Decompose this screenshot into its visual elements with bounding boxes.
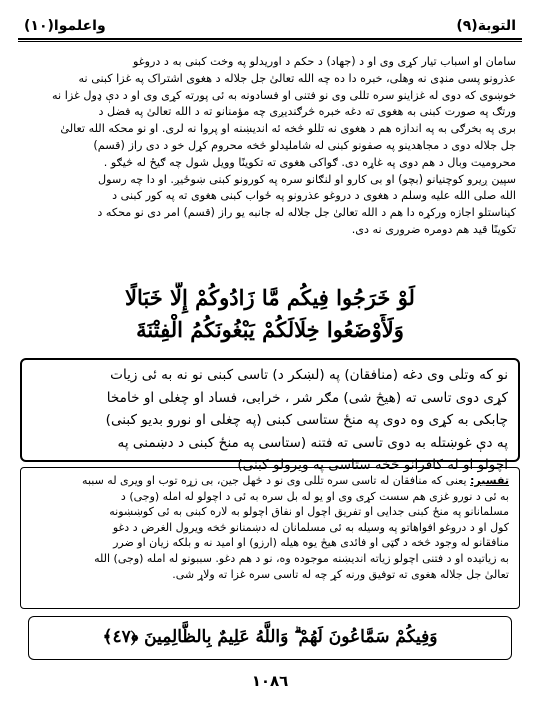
- translation-line: په دې غوښتله به دوی تاسی ته فتنه (ستاسی په منځ کبنی د دښمنی په: [117, 434, 508, 451]
- commentary-line: خوښوی که دوی له غزاینو سره تللی وی نو فتنی او فسادونه به ئی پورته کړی وی او د دې ډول غزا نه: [52, 88, 516, 102]
- quran-verse-boxed: [28, 616, 512, 660]
- header-divider: [18, 38, 522, 40]
- translation-line: چابکی به کړی وه دوی په منځ ستاسی کبنی (په چغلی او نورو بدیو کبنی): [105, 412, 508, 428]
- quran-verse: [18, 282, 522, 350]
- tafsir-box: [20, 467, 520, 609]
- translation-line: کړی دوی تاسی ته (هیڅ شی) مګر شر ، خرابی، فساد او چغلی او خامخا: [106, 389, 508, 406]
- tafsir-line: [31, 473, 509, 489]
- verse-line-2: وَلَأَوْضَعُوا خِلَالَكُمْ يَبْغُونَكُمُ الْفِتْنَةَ: [136, 317, 404, 342]
- commentary-line: ورتګ په صورت کبنی به هغوی ته دغه خبره څرګندیږی چه مؤمنانو ته د الله تعالیٰ په فضل د: [98, 105, 516, 119]
- tafsir-line: تعالیٰ جل جلاله هغوی ته توفیق ورنه کړ چه له تاسی سره غزا ته ولاړ شی.: [172, 567, 509, 581]
- surah-title: التوبة(٩): [456, 18, 516, 34]
- commentary-line: جل جلاله دوی د مجاهدینو په صفونو کبنی له شاملیدلو څخه محروم کړل خو د دی راز (قسم): [93, 138, 516, 152]
- commentary-line: سامان او اسباب تیار کړی وی او د (جهاد) د حکم د اوریدلو په وخت کبنی به د دروغو: [132, 55, 516, 68]
- tafsir-line-text: یعنی که منافقان له تاسی سره تللی وی نو د څهل جین، بی زړه توب او ویری له سببه: [82, 474, 467, 487]
- commentary-paragraph: [24, 54, 516, 266]
- commentary-line: سپین ږیرو کوچنیانو (بچو) او بی کارو او لنګانو سره په کورونو کبنی ښوځیږ. او دا چه رسول: [98, 172, 516, 186]
- tafsir-line: منافقانو له وجود څخه د ګټی او فائدی هیڅ یوه هیله (ارزو) او امید نه و بلکه زیان او ضرر: [113, 536, 509, 550]
- commentary-line: الله صلی الله علیه وسلم د هغوی د دروغو عذرونو په ځواب کبنی هغوی ته په کور کبنی د: [112, 189, 516, 203]
- translation-text: [32, 364, 508, 477]
- translation-line: اچولو او له کافرانو څخه ستاسی په ویرولو کبنی): [237, 457, 508, 473]
- page-number: ١٠٨٦: [251, 672, 289, 690]
- tafsir-line: کول او د دروغو افواهاتو په وسیله به ئی مسلمانان له دښمنانو څخه ویرول الغرض د دغو: [112, 520, 509, 534]
- verse-line-boxed: وَفِيكُمْ سَمَّاعُونَ لَهُمْ ۗ وَاللَّهُ عَلِيمٌ بِالظَّالِمِينَ ﴿٤٧﴾: [102, 627, 438, 647]
- header-divider-thin: [18, 41, 522, 42]
- commentary-line: تکوینًا قید هم دومره ضروری نه دی.: [351, 222, 516, 236]
- commentary-line: کیناستلو اجازه ورکړه دا هم د الله تعالیٰ جل جلاله له جانبه یو راز (قسم) امر دی نو محکه د: [97, 206, 516, 220]
- tafsir-line: به زیاتیده او د فتنی اچولو زیاته اندیښنه موجوده وه، نو د هم دغو. سببونو له امله (وجی) الله: [94, 551, 509, 565]
- tafsir-text: [31, 473, 509, 582]
- page-header: [18, 14, 522, 40]
- juz-title: واعلموا(١٠): [24, 18, 106, 34]
- verse-line-1: لَوْ خَرَجُوا فِيكُم مَّا زَادُوكُمْ إِلَّا خَبَالًا: [125, 285, 415, 310]
- tafsir-line: مسلمانانو په منځ کبنی جدایی او تفریق اچول او نفاق اچولو به لاره کبنی به ئی کوښښونه: [109, 505, 509, 519]
- commentary-line: محرومیت وبال د هم دوی په غاړه دی. ګواکی هغوی ته تکوینًا وویل شول چه ګیځ له څیګو .: [103, 155, 516, 169]
- commentary-line: بری په بخرګی به په اندازه هم د هغوی نه تللو څخه ئه اندیښنه او پروا نه لری. او نو محکه الله تعالیٰ: [60, 122, 516, 136]
- translation-box: [20, 358, 520, 473]
- tafsir-line: به ئی د نورو غزی هم سست کړی وی او یو له بل سره به ئی د اچولو له امله (وجی) د: [120, 489, 509, 503]
- commentary-line: عذرونو پسی منډی نه وهلی، خبره دا ده چه الله تعالیٰ جل جلاله د هغوی اشتراک په غزا کبنی نه: [78, 71, 516, 85]
- tafsir-label: تفسیر:: [470, 474, 509, 487]
- translation-line: نو که وتلی وی دغه (منافقان) په (لښکر د) تاسی کبنی نو نه به ئی زیات: [110, 367, 508, 383]
